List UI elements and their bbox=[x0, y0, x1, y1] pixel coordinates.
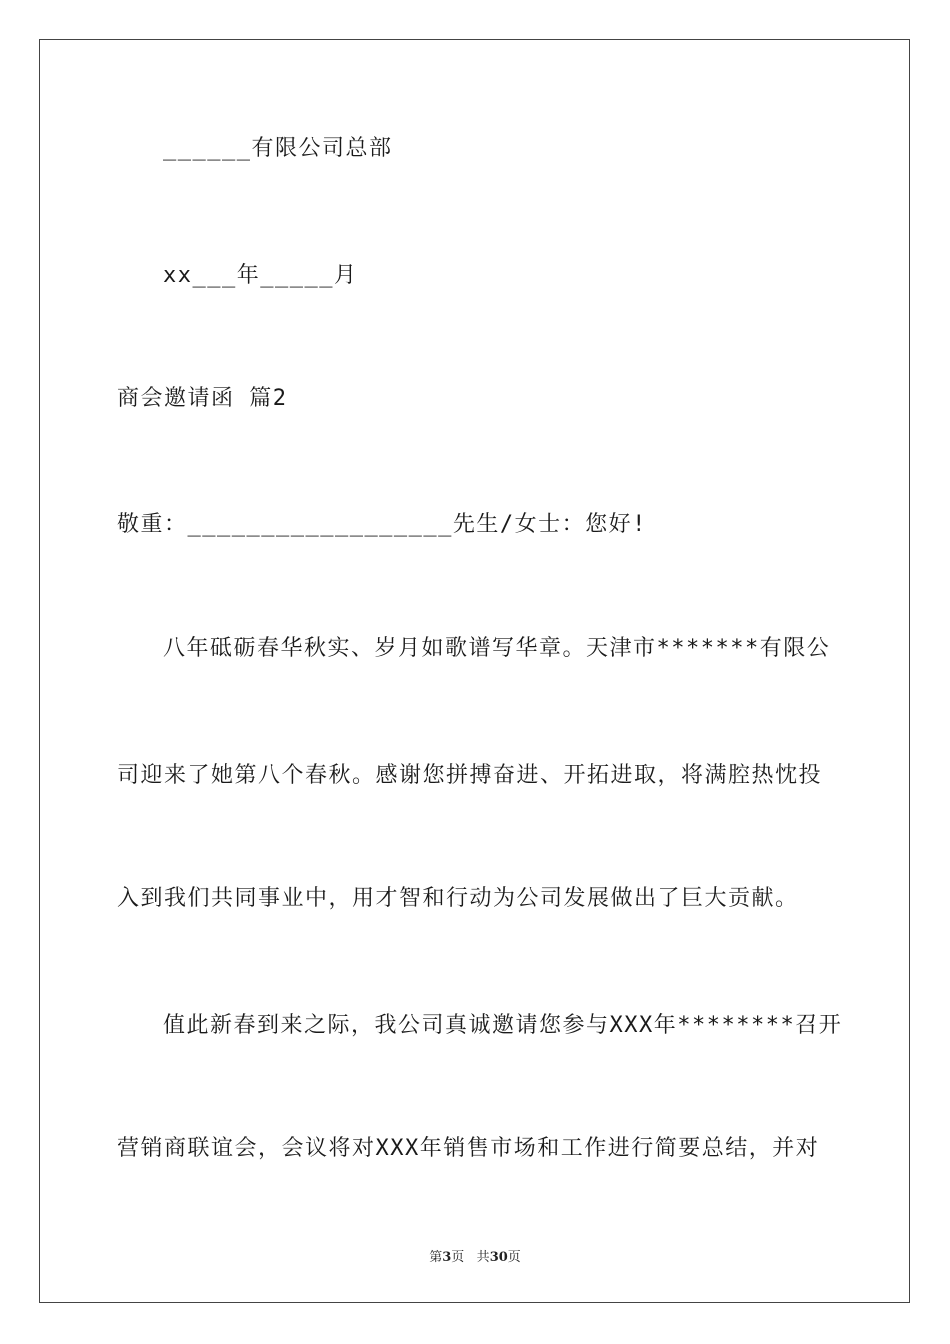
page-number: 3 bbox=[442, 1250, 452, 1265]
page-footer bbox=[0, 1246, 950, 1265]
salutation-line: 敬重：__________________先生/女士：您好! bbox=[117, 512, 647, 537]
total-suffix: 页 bbox=[507, 1250, 521, 1265]
company-signature-line: ______有限公司总部 bbox=[163, 136, 393, 161]
body-paragraph-2-line-2: 营销商联谊会，会议将对XXX年销售市场和工作进行简要总结，并对 bbox=[117, 1136, 820, 1161]
page-border bbox=[39, 39, 910, 1303]
page-suffix: 页 bbox=[451, 1250, 465, 1265]
date-line: xx___年_____月 bbox=[163, 263, 358, 288]
section-title: 商会邀请函 篇2 bbox=[117, 386, 288, 411]
body-paragraph-2-line-1: 值此新春到来之际，我公司真诚邀请您参与XXX年********召开 bbox=[163, 1013, 843, 1038]
total-prefix: 共 bbox=[476, 1250, 490, 1265]
body-paragraph-1-line-2: 司迎来了她第八个春秋。感谢您拼搏奋进、开拓进取，将满腔热忱投 bbox=[117, 763, 823, 788]
total-pages: 30 bbox=[489, 1250, 508, 1265]
body-paragraph-1-line-1: 八年砥砺春华秋实、岁月如歌谱写华章。天津市*******有限公 bbox=[163, 636, 831, 661]
page-prefix: 第 bbox=[429, 1250, 443, 1265]
body-paragraph-1-line-3: 入到我们共同事业中，用才智和行动为公司发展做出了巨大贡献。 bbox=[117, 886, 799, 911]
